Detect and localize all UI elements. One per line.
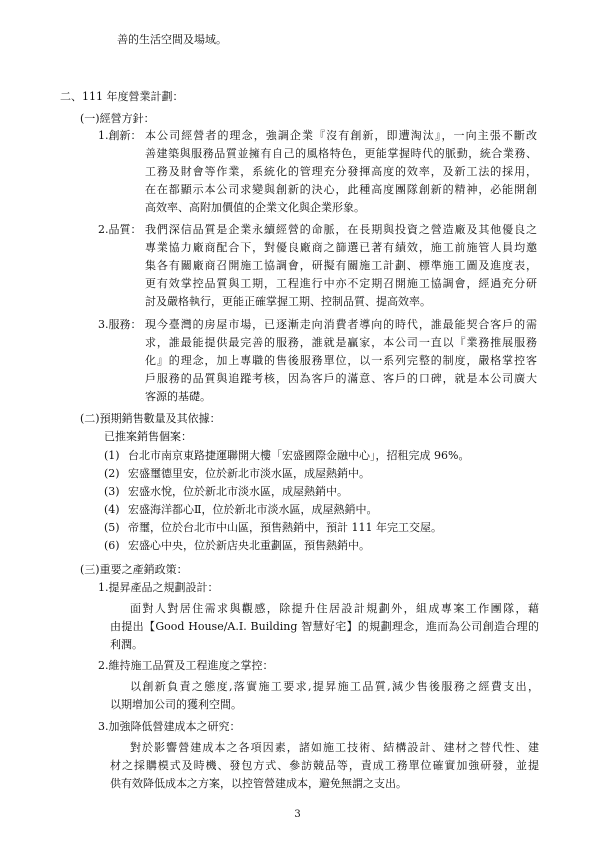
paragraph-line: 在在都顯示本公司求變與創新的決心，此種高度團隊創新的精神，必能開創 [145,183,537,196]
subsection-heading-sales: (二)預期銷售數量及其依據： [80,412,221,425]
paragraph-line: 善建築與服務品質並擁有自己的風格特色，更能掌握時代的脈動，統合業務、 [145,147,537,160]
paragraph-line: 由提出【Good House/A.I. Building 智慧好宅】的規劃理念，進而為公司創造合理的 [110,620,539,633]
paragraph-line: 利潤。 [110,638,143,651]
paragraph-line: 對於影響營建成本之各項因素，諸如施工技術、結構設計、建材之替代性、建 [130,741,539,754]
strategy-title: 3.加強降低營建成本之研究： [98,720,241,733]
strategy-title: 1.提昇產品之規劃設計： [98,581,219,594]
list-number: (3) [104,485,120,498]
paragraph-line: 化』的理念，加上專職的售後服務單位，以一系列完整的制度，嚴格掌控客 [145,354,537,367]
subsection-heading-policy: (一)經營方針： [80,112,155,125]
strategy-title: 2.維持施工品質及工程進度之掌控： [98,659,274,672]
paragraph-line: 求，誰最能提供最完善的服務，誰就是贏家，本公司一直以『業務推展服務 [145,336,537,349]
paragraph-line: 討及嚴格執行，更能正確掌握工期、控制品質、提高效率。 [145,295,431,308]
list-number: (4) [104,503,120,516]
paragraph-line: 戶服務的品質與追蹤考核，因為客戶的滿意、客戶的口碑，就是本公司廣大 [145,372,537,385]
section-heading: 二、111 年度營業計劃： [60,90,184,103]
paragraph-line: 本公司經營者的理念，強調企業『沒有創新，即遭淘汰』，一向主張不斷改 [145,129,537,142]
list-text: 台北市南京東路捷運聯開大樓「宏盛國際金融中心」，招租完成 96%。 [128,449,470,462]
list-text: 宏盛璽德里安，位於新北市淡水區，成屋熱銷中。 [128,467,370,480]
paragraph-line: 面對人對居住需求與觀感，除提升住居設計規劃外，組成專案工作團隊，藉 [130,602,539,615]
list-number: (5) [104,521,120,534]
list-number: (1) [104,449,120,462]
paragraph-line: 高效率、高附加價值的企業文化與企業形象。 [145,201,365,214]
list-text: 宏盛水悅，位於新北市淡水區，成屋熱銷中。 [128,485,348,498]
paragraph-line: 專業協力廠商配合下，對優良廠商之篩選已著有績效，施工前施管人員均邀 [145,241,537,254]
paragraph-line: 以期增加公司的獲利空間。 [110,698,242,711]
paragraph-line: 工務及財會等作業，系統化的管理充分發揮高度的效率，及新工法的採用， [145,165,537,178]
list-number: (2) [104,467,120,480]
policy-label: 1.創新： [98,129,142,142]
paragraph-line: 現今臺灣的房屋市場，已逐漸走向消費者導向的時代，誰最能契合客戶的需 [145,318,537,331]
paragraph-line: 更有效掌控品質與工期，工程進行中亦不定期召開施工協調會，經過充分研 [145,277,537,290]
list-text: 宏盛海洋都心Ⅱ，位於新北市淡水區，成屋熱銷中。 [128,503,378,516]
paragraph-line: 供有效降低成本之方案，以控管營建成本，避免無謂之支出。 [110,777,407,790]
list-text: 宏盛心中央，位於新店央北重劃區，預售熱銷中。 [128,539,370,552]
continuation-line: 善的生活空間及場域。 [117,33,227,46]
paragraph-line: 客源的基礎。 [145,390,211,403]
paragraph-line: 集各有關廠商召開施工協調會，研擬有關施工計劃、標準施工圖及進度表， [145,259,537,272]
paragraph-line: 我們深信品質是企業永續經營的命脈，在長期與投資之營造廠及其他優良之 [145,223,537,236]
paragraph-line: 材之採購模式及時機、發包方式、參訪競品等，責成工務單位確實加強研發，並提 [110,759,539,772]
sales-intro: 已推案銷售個案： [104,430,192,443]
policy-label: 2.品質： [98,223,142,236]
list-text: 帝璽，位於台北市中山區，預售熱銷中，預計 111 年完工交屋。 [128,521,442,534]
list-number: (6) [104,539,120,552]
page-number: 3 [294,809,301,820]
paragraph-line: 以創新負責之態度,落實施工要求,提昇施工品質,減少售後服務之經費支出， [130,680,539,693]
subsection-heading-strategy: (三)重要之產銷政策： [80,563,188,576]
policy-label: 3.服務： [98,318,142,331]
